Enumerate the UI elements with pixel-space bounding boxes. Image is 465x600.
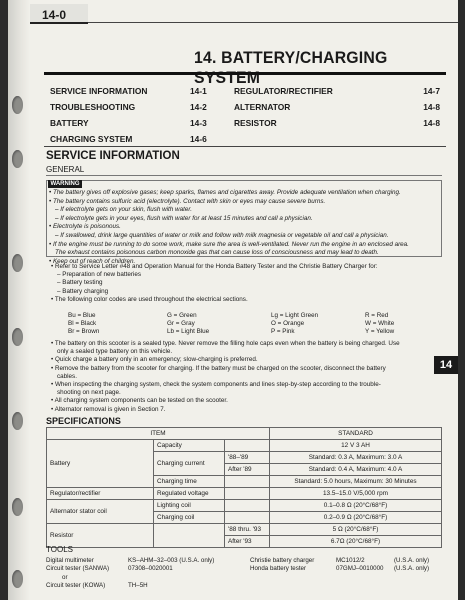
binder-hole (12, 150, 23, 168)
tool-code: 07308–0020001 (128, 565, 173, 573)
contents-item-name: TROUBLESHOOTING (50, 102, 136, 112)
warning-line: • The battery contains sulfuric acid (electrolyte). Contact with skin or eyes may cause severe burns. (49, 197, 326, 205)
warning-line: • Keep out of reach of children. (49, 257, 136, 265)
tool-name: Honda battery tester (250, 565, 307, 573)
tool-row (46, 557, 442, 565)
tool-name: or (62, 573, 68, 581)
note-line: – Battery testing (57, 279, 103, 287)
tools-heading: TOOLS (46, 545, 73, 554)
section-heading: SERVICE INFORMATION (46, 150, 180, 162)
spec-condition: After '93 (225, 536, 270, 548)
spec-standard: 5 Ω (20°C/68°F) (270, 524, 442, 536)
note-line: • When inspecting the charging system, check the system components and lines step-by-step according to the trouble- (51, 381, 381, 389)
contents-item-page: 14-8 (423, 102, 440, 112)
color-codes (68, 312, 398, 337)
color-code: R = Red (365, 312, 389, 319)
specifications-table (46, 427, 442, 548)
spec-item: Regulator/rectifier (47, 488, 154, 500)
tool-name: Digital multimeter (46, 557, 94, 564)
chapter-title: 14. BATTERY/CHARGING SYSTEM (194, 48, 388, 87)
note-line: • Alternator removal is given in Section 7. (51, 405, 166, 413)
spec-header-item: ITEM (47, 428, 270, 440)
spec-standard: 0.1–0.8 Ω (20°C/68°F) (270, 500, 442, 512)
contents-item-name: CHARGING SYSTEM (50, 134, 133, 144)
spec-condition (225, 512, 270, 524)
spec-row (47, 440, 442, 452)
color-code: G = Green (167, 312, 197, 319)
spec-item: Alternator stator coil (47, 500, 154, 524)
contents-item-page (384, 131, 440, 147)
spec-condition (225, 476, 270, 488)
note-line: cables. (57, 372, 77, 380)
spec-subitem (154, 524, 225, 548)
spec-subitem: Capacity (154, 440, 225, 452)
binder-hole (12, 254, 23, 272)
contents-item-name: ALTERNATOR (234, 102, 291, 112)
contents-item-name: RESISTOR (234, 118, 277, 128)
spec-row (47, 500, 442, 512)
contents-item-name: BATTERY (50, 118, 89, 128)
color-code: Lb = Light Blue (167, 328, 210, 336)
spec-standard: 0.2–0.9 Ω (20°C/68°F) (270, 512, 442, 524)
spec-condition: '88–'89 (225, 452, 270, 464)
binder-hole (12, 96, 23, 114)
spec-row (47, 524, 442, 536)
contents-row (50, 99, 440, 115)
note-line: • Quick charge a battery only in an emergency; slow-charging is preferred. (51, 356, 258, 364)
section-tab[interactable]: 14 (434, 356, 458, 374)
spec-subitem: Charging time (154, 476, 225, 488)
spec-item: Battery (47, 440, 154, 488)
spec-standard: Standard: 5.0 hours, Maximum: 30 Minutes (270, 476, 442, 488)
color-code: P = Pink (271, 328, 295, 336)
spec-item: Resistor (47, 524, 154, 548)
title-rule (44, 72, 446, 75)
note-line: only a sealed type battery on this vehicle. (57, 348, 173, 356)
contents-item-page: 14-2 (190, 102, 207, 112)
color-code: Y = Yellow (365, 328, 395, 336)
warning-badge: WARNING (48, 180, 82, 188)
tool-note: (U.S.A. only) (394, 557, 430, 564)
sub-heading: GENERAL (46, 165, 85, 174)
note-line: • All charging system components can be tested on the scooter. (51, 397, 228, 405)
spec-standard: 12 V 3 AH (270, 440, 442, 452)
note-line: – Preparation of new batteries (57, 271, 142, 279)
color-code: W = White (365, 320, 395, 328)
spec-condition: After '89 (225, 464, 270, 476)
binder-hole (12, 498, 23, 516)
spec-standard: 6.7Ω (20°C/68°F) (270, 536, 442, 548)
tool-code: 07GMJ–0010000 (336, 565, 384, 573)
contents-item-page: 14-6 (190, 134, 207, 144)
warning-line: The exhaust contains poisonous carbon monoxide gas that can cause loss of consciousness and may lead to death. (55, 249, 379, 257)
tool-note: (U.S.A. only) (394, 565, 430, 573)
color-code: Bu = Blue (68, 312, 96, 319)
contents-rule (44, 146, 446, 147)
contents-row (50, 131, 440, 147)
warning-line: – If electrolyte gets on your skin, flush with water. (55, 206, 192, 214)
spec-subitem: Charging current (154, 452, 225, 476)
spec-condition: '88 thru. '93 (225, 524, 270, 536)
note-line: • Refer to Service Letter #48 and Operation Manual for the Honda Battery Tester and the Christie Battery Charger for: (51, 263, 378, 270)
note-line: • The following color codes are used throughout the electrical sections. (51, 295, 248, 303)
contents-row (50, 83, 440, 99)
contents-table (50, 83, 440, 147)
manual-page (8, 0, 458, 600)
binder-hole (12, 328, 23, 346)
tool-row (46, 582, 442, 590)
contents-item-page: 14-8 (423, 118, 440, 128)
tool-code: KS–AHM–32–003 (U.S.A. only) (128, 557, 215, 564)
note-line: shooting on next page. (57, 389, 121, 397)
warning-line: • The battery gives off explosive gases; keep sparks, flames and cigarettes away. Provide adequate ventilation when charging. (49, 189, 401, 196)
color-code: Lg = Light Green (271, 312, 319, 319)
contents-item-name: SERVICE INFORMATION (50, 86, 148, 96)
tool-name: Circuit tester (KOWA) (46, 582, 106, 590)
tool-row (46, 565, 442, 573)
page-number: 14-0 (30, 4, 88, 24)
tool-name: Christie battery charger (250, 557, 315, 564)
spec-standard: Standard: 0.4 A, Maximum: 4.0 A (270, 464, 442, 476)
header-rule (88, 22, 458, 23)
color-code: Bl = Black (68, 320, 97, 328)
note-line: – Battery charging (57, 287, 109, 295)
spec-header-standard: STANDARD (270, 428, 442, 440)
color-code-row (68, 328, 398, 336)
color-code-row (68, 320, 398, 328)
spec-row (47, 488, 442, 500)
warning-line: • If the engine must be running to do some work, make sure the area is well-ventilated. Never run the engine in an enclosed area. (49, 240, 409, 248)
specifications-heading: SPECIFICATIONS (46, 416, 121, 426)
spec-standard: Standard: 0.3 A, Maximum: 3.0 A (270, 452, 442, 464)
general-notes-continued (51, 340, 442, 414)
spec-condition (225, 500, 270, 512)
sub-heading-rule (46, 175, 442, 176)
contents-item-name: REGULATOR/RECTIFIER (234, 86, 333, 96)
spec-subitem: Regulated voltage (154, 488, 225, 500)
spec-condition (225, 488, 270, 500)
warning-text (49, 189, 441, 266)
warning-line: – If electrolyte gets in your eyes, flush with water for at least 15 minutes and call a physician. (55, 214, 313, 222)
contents-item-page: 14-1 (190, 86, 207, 96)
tool-code: MC1012/2 (336, 557, 365, 564)
binder-hole (12, 570, 23, 588)
spec-standard: 13.5–15.0 V/5,000 rpm (270, 488, 442, 500)
warning-line: • Electrolyte is poisonous. (49, 223, 121, 231)
color-code: O = Orange (271, 320, 305, 328)
spec-subitem: Lighting coil (154, 500, 225, 512)
binder-hole (12, 412, 23, 430)
tool-name: Circuit tester (SANWA) (46, 565, 110, 573)
note-line: • The battery on this scooter is a sealed type. Never remove the filling hole caps even when the battery is being charged. Use (51, 340, 400, 347)
tool-code: TH–5H (128, 582, 148, 590)
warning-line: – If swallowed, drink large quantities of water or milk and follow with milk magnesia or vegetable oil and call a physician. (55, 231, 389, 239)
tool-row (46, 574, 442, 582)
contents-item-page: 14-3 (190, 118, 207, 128)
spec-condition (225, 440, 270, 452)
binder-edge (8, 0, 30, 600)
note-line: • Remove the battery from the scooter for charging. If the battery must be charged on the scooter, disconnect the battery (51, 364, 386, 372)
spec-subitem: Charging coil (154, 512, 225, 524)
tools-list (46, 557, 442, 591)
contents-item-page: 14-7 (423, 86, 440, 96)
color-code-row (68, 312, 398, 320)
color-code: Br = Brown (68, 328, 100, 336)
color-code: Gr = Gray (167, 320, 195, 328)
contents-row (50, 115, 440, 131)
general-notes (51, 263, 442, 304)
contents-item-name (234, 131, 384, 147)
